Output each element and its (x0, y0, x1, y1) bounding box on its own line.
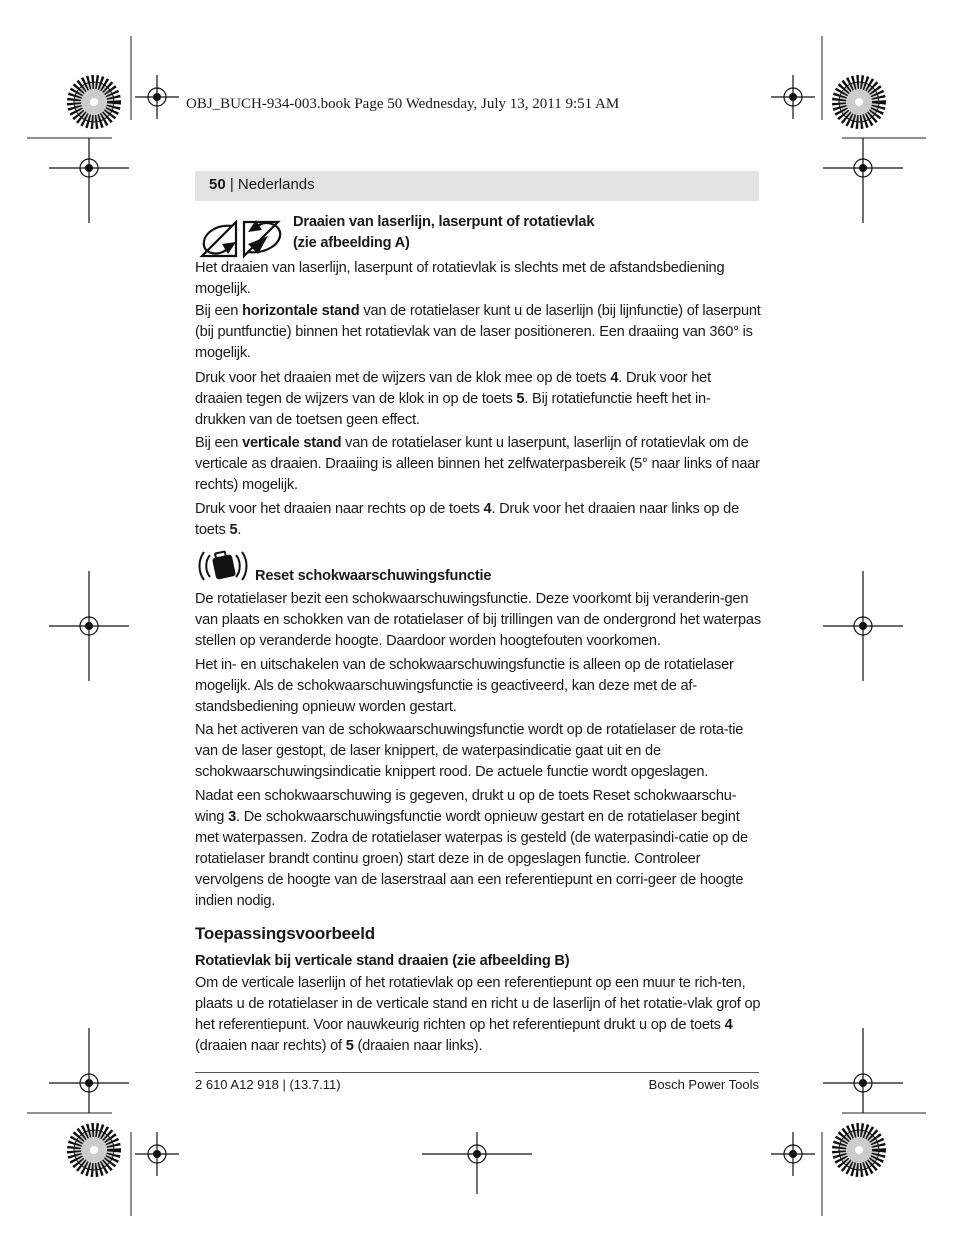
section1-paragraph-2: Bij een horizontale stand van de rotatielaser kunt u de laserlijn (bij lijnfunctie) of laserpunt (bij puntfunctie) binnen het rotatievlak van de laser positioneren. Een draaiing van 360° is mogelijk. (195, 303, 761, 361)
section2-paragraph-3: Na het activeren van de schokwaarschuwingsfunctie wordt op de rotatielaser de rota-tie van de laser gestopt, de laser knippert, de waterpasindicatie gaat uit en de schokwaarschuwingsindicatie knippert rood. De actuele functie wordt opgeslagen. (195, 722, 744, 780)
section1-paragraph-4: Bij een verticale stand van de rotatielaser kunt u laserpunt, laserlijn of rotatievlak om de verticale as draaien. Draaiing is alleen binnen het zelfwaterpasbereik (5° naar links of naar rechts) mogelijk. (195, 435, 760, 493)
section1-paragraph-5: Druk voor het draaien naar rechts op de toets 4. Druk voor het draaien naar links op de toets 5. (195, 501, 739, 538)
page-number: 50 (209, 176, 226, 193)
shock-warning-icon (196, 548, 250, 584)
rotation-arrows-icon (196, 214, 288, 260)
header-separator: | (225, 176, 238, 193)
page-footer (195, 1072, 759, 1092)
footer-brand: Bosch Power Tools (648, 1077, 759, 1092)
section2-paragraph-2: Het in- en uitschakelen van de schokwaarschuwingsfunctie is alleen op de rotatielaser mogelijk. Als de schokwaarschuwingsfunctie is geactiveerd, kan deze met de af-standsbediening opnieuw worden gestart. (195, 657, 734, 715)
section3-paragraph-1: Om de verticale laserlijn of het rotatievlak op een referentiepunt op een muur te rich-ten, plaats u de rotatielaser in de verticale stand en richt u de laserlijn of het rotatie-vlak grof op het referentiepunt. Voor nauwkeurig richten op het referentiepunt drukt u op de toets 4 (draaien naar rechts) of 5 (draaien naar links). (195, 975, 761, 1054)
section1-paragraph-1: Het draaien van laserlijn, laserpunt of rotatievlak is slechts met de afstandsbediening mogelijk. (195, 260, 725, 297)
section1-paragraph-3: Druk voor het draaien met de wijzers van de klok mee op de toets 4. Druk voor het draaien tegen de wijzers van de klok in op de toets 5. Bij rotatiefunctie heeft het in-drukken van de toetsen geen effect. (195, 370, 711, 428)
section3-subheading: Rotatievlak bij verticale stand draaien (zie afbeelding B) (195, 953, 570, 969)
section3-heading: Toepassingsvoorbeeld (195, 924, 375, 943)
page-header (195, 171, 759, 201)
section2-paragraph-1: De rotatielaser bezit een schokwaarschuwingsfunctie. Deze voorkomt bij veranderin-gen van plaats en schokken van de rotatielaser of bij trillingen van de ondergrond het waterpas stellen op veranderde hoogte. Daardoor worden hoogtefouten voorkomen. (195, 591, 761, 649)
footer-document-number: 2 610 A12 918 | (13.7.11) (195, 1077, 341, 1092)
print-slug: OBJ_BUCH-934-003.book Page 50 Wednesday, July 13, 2011 9:51 AM (186, 96, 620, 112)
header-language: Nederlands (237, 176, 315, 193)
section2-paragraph-4: Nadat een schokwaarschuwing is gegeven, drukt u op de toets Reset schokwaarschu-wing 3. De schokwaarschuwingsfunctie wordt opnieuw gestart en de rotatielaser begint met waterpassen. Zodra de rotatielaser waterpas is gesteld (de waterpasindi-catie op de rotatielaser brandt continu groen) start deze in de opgeslagen functie. Controleer vervolgens de hoogte van de laserstraal aan een referentiepunt en corri-geer de hoogte indien nodig. (195, 788, 748, 909)
section2-heading: Reset schokwaarschuwingsfunctie (255, 568, 492, 584)
section1-heading: Draaien van laserlijn, laserpunt of rotatievlak (zie afbeelding A) (293, 214, 595, 251)
